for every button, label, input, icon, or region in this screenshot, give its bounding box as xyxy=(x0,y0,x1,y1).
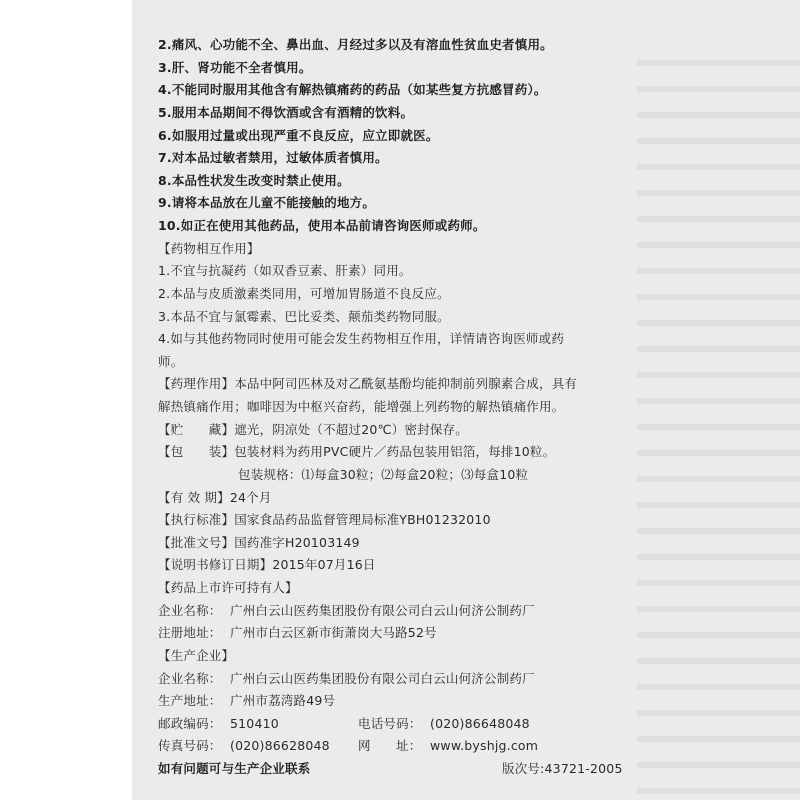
pharmacology-label: 【药理作用】 xyxy=(158,376,235,391)
footer-note: 如有问题可与生产企业联系 xyxy=(158,761,311,776)
package-row xyxy=(158,443,555,461)
package-label: 【包 装】 xyxy=(158,444,235,459)
storage-text: 遮光，阴凉处（不超过20℃）密封保存。 xyxy=(234,422,468,437)
version-number: 版次号:43721-2005 xyxy=(502,761,623,776)
caution-10: 10.如正在使用其他药品，使用本品前请咨询医师或药师。 xyxy=(158,218,486,233)
holder-name-label: 企业名称： xyxy=(158,603,222,618)
interaction-header: 【药物相互作用】 xyxy=(158,241,260,256)
revision-label: 【说明书修订日期】 xyxy=(158,557,273,572)
approval-label: 【批准文号】 xyxy=(158,535,235,550)
interaction-4-cont: 师。 xyxy=(158,354,184,369)
fax-label: 传真号码： xyxy=(158,738,222,753)
standard-row xyxy=(158,511,491,529)
interaction-2: 2.本品与皮质激素类同用，可增加胃肠道不良反应。 xyxy=(158,286,450,301)
phone-label: 电话号码： xyxy=(358,716,422,731)
postcode-value: 510410 xyxy=(230,716,279,731)
fax-value: (020)86628048 xyxy=(230,738,330,753)
manufacturer-addr-row xyxy=(158,692,335,710)
website-label: 网 址： xyxy=(358,738,422,753)
validity-text: 24个月 xyxy=(229,490,272,505)
manufacturer-name-row xyxy=(158,670,535,688)
pharmacology-line-2: 解热镇痛作用；咖啡因为中枢兴奋药，能增强上列药物的解热镇痛作用。 xyxy=(158,399,565,414)
postcode-row xyxy=(158,715,279,733)
manufacturer-name-label: 企业名称： xyxy=(158,671,222,686)
website-row xyxy=(358,737,538,755)
interaction-4: 4.如与其他药物同时使用可能会发生药物相互作用，详情请咨询医师或药 xyxy=(158,331,565,346)
caution-5: 5.服用本品期间不得饮酒或含有酒精的饮料。 xyxy=(158,105,414,120)
manufacturer-header: 【生产企业】 xyxy=(158,648,235,663)
package-spec: 包装规格：⑴每盒30粒；⑵每盒20粒；⑶每盒10粒 xyxy=(238,467,529,482)
validity-label: 【有 效 期】 xyxy=(158,490,230,505)
approval-text: 国药准字H20103149 xyxy=(234,535,360,550)
caution-4: 4.不能同时服用其他含有解热镇痛药的药品（如某些复方抗感冒药）。 xyxy=(158,82,547,97)
phone-row xyxy=(358,715,530,733)
website-value: www.byshjg.com xyxy=(430,738,539,753)
holder-addr-label: 注册地址： xyxy=(158,625,222,640)
holder-addr-row xyxy=(158,624,437,642)
manufacturer-addr: 广州市荔湾路49号 xyxy=(230,693,336,708)
caution-2: 2.痛风、心功能不全、鼻出血、月经过多以及有溶血性贫血史者慎用。 xyxy=(158,37,553,52)
revision-row xyxy=(158,556,376,574)
holder-name: 广州白云山医药集团股份有限公司白云山何济公制药厂 xyxy=(230,603,535,618)
revision-text: 2015年07月16日 xyxy=(272,557,376,572)
postcode-label: 邮政编码： xyxy=(158,716,222,731)
pharmacology-text: 本品中阿司匹林及对乙酰氨基酚均能抑制前列腺素合成，具有 xyxy=(234,376,578,391)
manufacturer-name: 广州白云山医药集团股份有限公司白云山何济公制药厂 xyxy=(230,671,535,686)
interaction-1: 1.不宜与抗凝药（如双香豆素、肝素）同用。 xyxy=(158,263,412,278)
pharmacology-row xyxy=(158,375,577,393)
approval-row xyxy=(158,534,360,552)
validity-row xyxy=(158,489,272,507)
standard-text: 国家食品药品监督管理局标准YBH01232010 xyxy=(234,512,491,527)
caution-9: 9.请将本品放在儿童不能接触的地方。 xyxy=(158,195,376,210)
package-text: 包装材料为药用PVC硬片／药品包装用铝箔，每排10粒。 xyxy=(234,444,556,459)
storage-row xyxy=(158,421,468,439)
fax-row xyxy=(158,737,330,755)
show-through-print xyxy=(637,60,800,800)
phone-value: (020)86648048 xyxy=(430,716,530,731)
manufacturer-addr-label: 生产地址： xyxy=(158,693,222,708)
caution-3: 3.肝、肾功能不全者慎用。 xyxy=(158,60,312,75)
caution-8: 8.本品性状发生改变时禁止使用。 xyxy=(158,173,350,188)
holder-header: 【药品上市许可持有人】 xyxy=(158,580,298,595)
holder-addr: 广州市白云区新市街萧岗大马路52号 xyxy=(230,625,437,640)
caution-7: 7.对本品过敏者禁用，过敏体质者慎用。 xyxy=(158,150,388,165)
standard-label: 【执行标准】 xyxy=(158,512,235,527)
caution-6: 6.如服用过量或出现严重不良反应，应立即就医。 xyxy=(158,128,439,143)
interaction-3: 3.本品不宜与氯霉素、巴比妥类、颠茄类药物同服。 xyxy=(158,309,450,324)
storage-label: 【贮 藏】 xyxy=(158,422,235,437)
holder-name-row xyxy=(158,602,535,620)
